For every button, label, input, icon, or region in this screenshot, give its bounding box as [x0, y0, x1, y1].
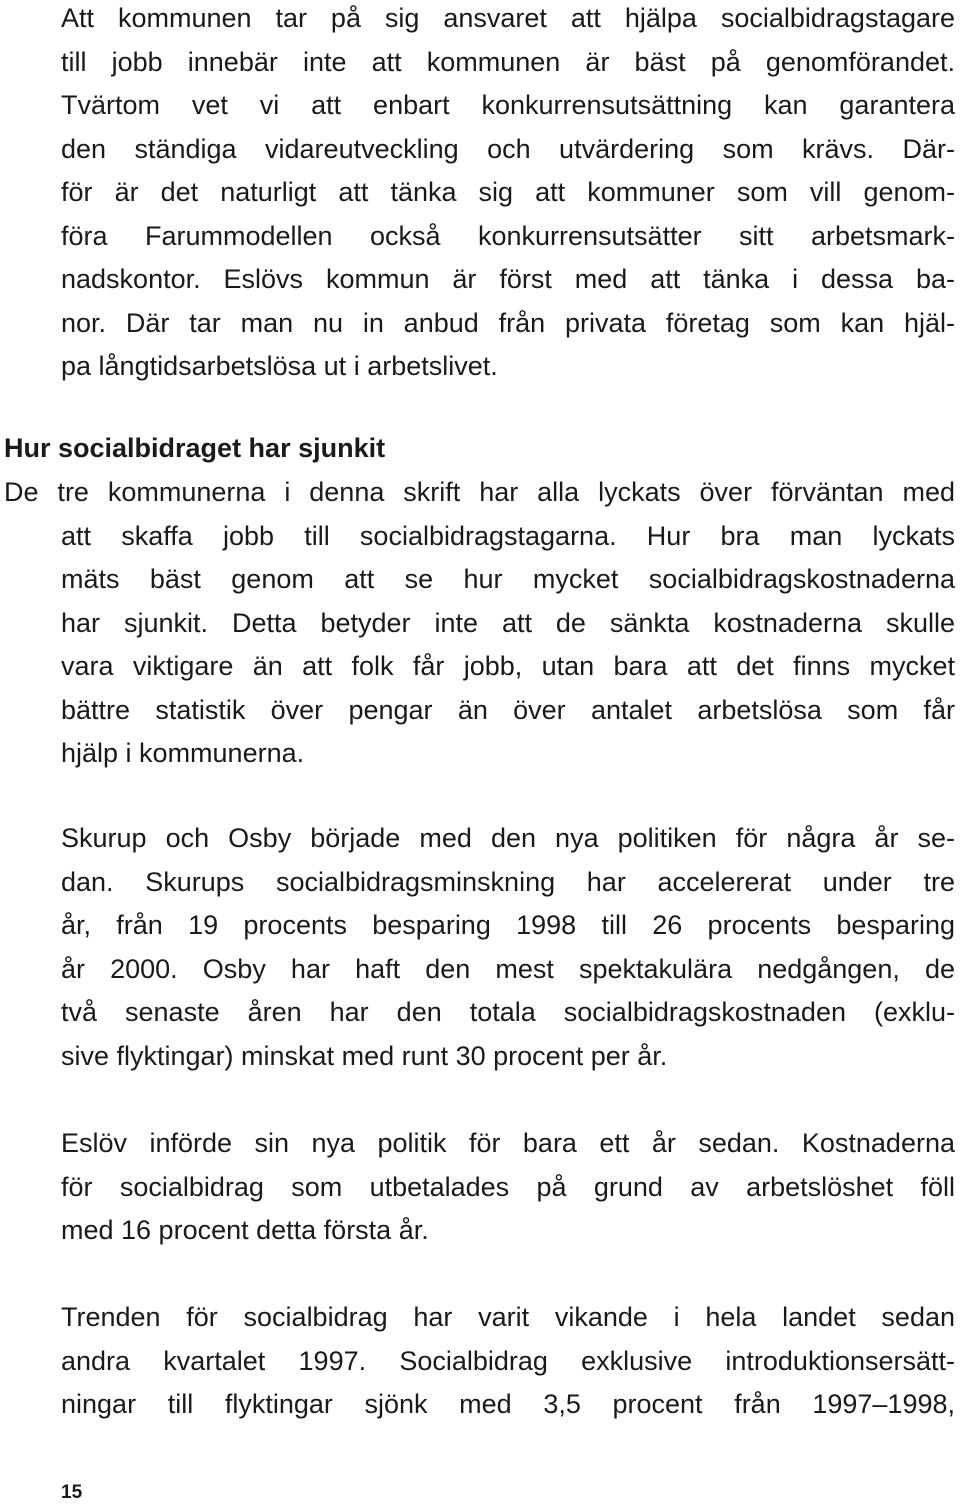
paragraph-line: Skurup och Osby började med den nya politiken för några år se-: [61, 823, 955, 853]
paragraph-line: två senaste åren har den totala socialbidragskostnaden (exklu-: [61, 997, 955, 1027]
paragraph-line: för är det naturligt att tänka sig att kommuner som vill genom-: [61, 177, 955, 207]
paragraph-line: den ständiga vidareutveckling och utvärdering som krävs. Där-: [61, 133, 955, 164]
paragraph-line: Trenden för socialbidrag har varit vikande i hela landet sedan: [61, 1302, 955, 1332]
page-number: 15: [61, 1482, 83, 1503]
paragraph-eslov: [61, 1122, 955, 1253]
paragraph-line: pa långtidsarbetslösa ut i arbetslivet.: [61, 351, 498, 381]
paragraph-skurup-osby: [61, 817, 955, 1078]
paragraph-line: sive flyktingar) minskat med runt 30 procent per år.: [61, 1040, 668, 1071]
paragraph-line: andra kvartalet 1997. Socialbidrag exklusive introduktionsersätt-: [61, 1345, 955, 1376]
paragraph-line: bättre statistik över pengar än över antalet arbetslösa som får: [61, 694, 955, 725]
paragraph-line: hjälp i kommunerna.: [61, 738, 305, 768]
paragraph-section-intro: [4, 471, 955, 776]
paragraph-line: till jobb innebär inte att kommunen är bäst på genomförandet.: [61, 46, 955, 77]
paragraph-line: De tre kommunerna i denna skrift har alla lyckats över förväntan med: [4, 477, 955, 507]
paragraph-line: mäts bäst genom att se hur mycket socialbidragskostnaderna: [61, 564, 955, 594]
paragraph-line: vara viktigare än att folk får jobb, utan bara att det finns mycket: [61, 651, 955, 681]
paragraph-line: att skaffa jobb till socialbidragstagarna. Hur bra man lyckats: [61, 520, 955, 551]
paragraph-line: dan. Skurups socialbidragsminskning har accelererat under tre: [61, 866, 955, 897]
paragraph-line: med 16 procent detta första år.: [61, 1215, 429, 1245]
paragraph-line: Att kommunen tar på sig ansvaret att hjälpa socialbidragstagare: [61, 3, 955, 33]
paragraph-intro: [61, 0, 955, 389]
paragraph-line: nadskontor. Eslövs kommun är först med att tänka i dessa ba-: [61, 264, 955, 294]
paragraph-line: nor. Där tar man nu in anbud från privata företag som kan hjäl-: [61, 307, 955, 338]
section-heading: Hur socialbidraget har sjunkit: [4, 433, 386, 463]
paragraph-line: har sjunkit. Detta betyder inte att de sänkta kostnaderna skulle: [61, 607, 955, 638]
paragraph-line: för socialbidrag som utbetalades på grund av arbetslöshet föll: [61, 1171, 955, 1202]
paragraph-line: Eslöv införde sin nya politik för bara ett år sedan. Kostnaderna: [61, 1128, 955, 1158]
paragraph-trend: [61, 1296, 955, 1427]
paragraph-line: ningar till flyktingar sjönk med 3,5 procent från 1997–1998,: [61, 1389, 955, 1419]
paragraph-line: år 2000. Osby har haft den mest spektakulära nedgången, de: [61, 953, 955, 984]
paragraph-line: Tvärtom vet vi att enbart konkurrensutsättning kan garantera: [61, 90, 955, 120]
paragraph-line: föra Farummodellen också konkurrensutsätter sitt arbetsmark-: [61, 220, 955, 251]
paragraph-line: år, från 19 procents besparing 1998 till 26 procents besparing: [61, 910, 955, 940]
